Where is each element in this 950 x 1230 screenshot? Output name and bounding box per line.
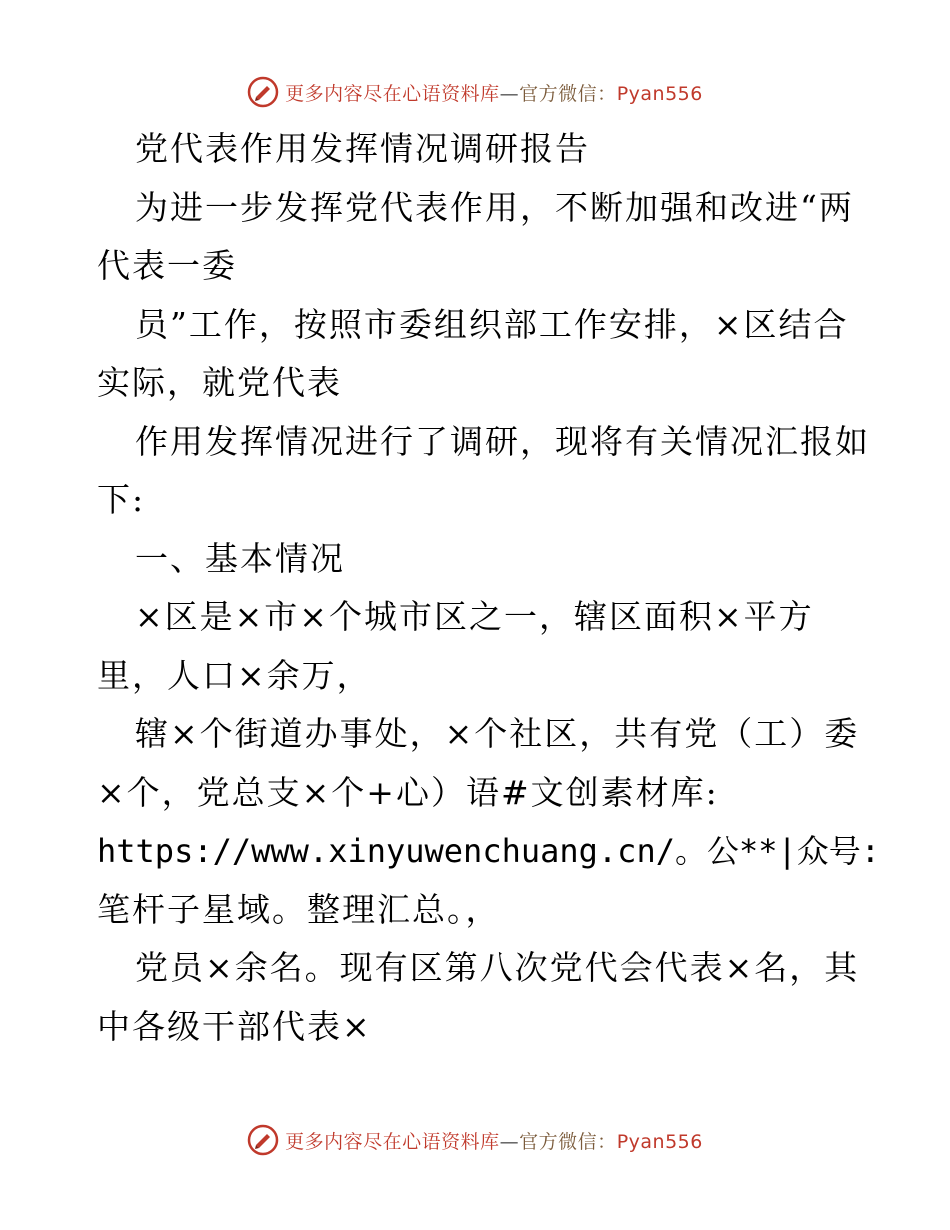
document-line: 中各级干部代表× bbox=[97, 1006, 372, 1046]
banner-wechat-label: 官方微信： bbox=[519, 1130, 617, 1153]
banner-main-text: 更多内容尽在心语资料库 bbox=[285, 1130, 500, 1153]
banner-wechat-id: Pyan556 bbox=[616, 82, 703, 105]
document-line: 作用发挥情况进行了调研，现将有关情况汇报如 bbox=[135, 421, 870, 461]
document-line: ×个，党总支×个+心）语#文创素材库: bbox=[97, 772, 719, 812]
document-line: 党员×余名。现有区第八次党代会代表×名，其 bbox=[135, 948, 860, 987]
document-line: 下: bbox=[97, 480, 146, 519]
document-line: 代表一委 bbox=[97, 246, 237, 285]
document-line: 实际，就党代表 bbox=[97, 363, 342, 402]
document-line: 里，人口×余万， bbox=[97, 655, 372, 695]
banner-main-text: 更多内容尽在心语资料库 bbox=[285, 82, 500, 105]
banner-separator: — bbox=[499, 1130, 520, 1153]
footer-banner bbox=[0, 1120, 950, 1160]
document-line: 一、基本情况 bbox=[135, 538, 345, 578]
header-banner bbox=[0, 72, 950, 112]
document-line: 辖×个街道办事处，×个社区，共有党（工）委 bbox=[135, 714, 860, 753]
document-line: 员”工作，按照市委组织部工作安排，×区结合 bbox=[135, 304, 849, 344]
banner-wechat-id: Pyan556 bbox=[616, 1130, 703, 1153]
document-line: 为进一步发挥党代表作用，不断加强和改进“两 bbox=[135, 187, 854, 227]
banner-text bbox=[285, 1127, 703, 1154]
logo-icon bbox=[247, 1124, 279, 1156]
banner-separator: — bbox=[499, 82, 520, 105]
banner-wechat-label: 官方微信： bbox=[519, 82, 617, 105]
document-line: ×区是×市×个城市区之一，辖区面积×平方 bbox=[135, 597, 814, 636]
logo-icon bbox=[247, 76, 279, 108]
document-line: 笔杆子星域。整理汇总。， bbox=[97, 889, 501, 929]
banner-text bbox=[285, 79, 703, 106]
document-line: 党代表作用发挥情况调研报告 bbox=[135, 129, 590, 168]
document-body bbox=[97, 120, 881, 1056]
document-line: https://www.xinyuwenchuang.cn/。公**|众号: bbox=[97, 832, 881, 870]
